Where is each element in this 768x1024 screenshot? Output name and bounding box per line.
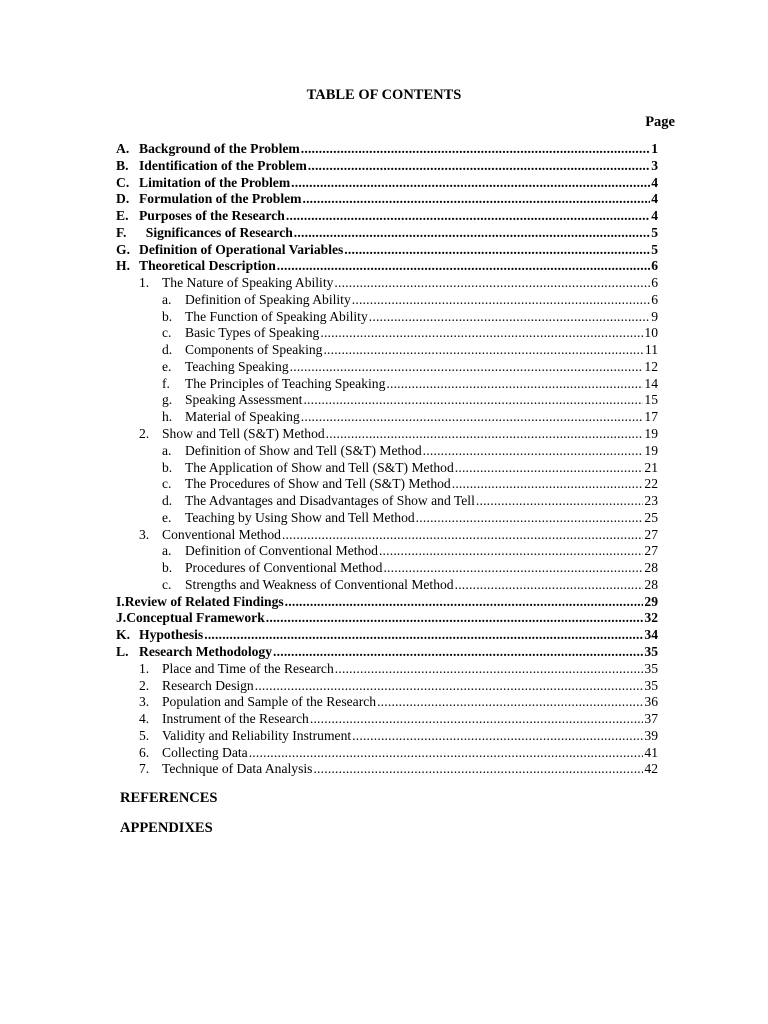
toc-entry-title: Basic Types of Speaking bbox=[185, 325, 320, 341]
toc-entry bbox=[116, 208, 658, 225]
toc-entry-leader bbox=[416, 510, 644, 527]
toc-entry-marker: c. bbox=[162, 476, 172, 492]
toc-entry bbox=[116, 292, 658, 309]
toc-entry-leader bbox=[383, 560, 643, 577]
toc-entry-page: 3 bbox=[651, 157, 658, 173]
toc-entry-leader bbox=[335, 661, 644, 678]
toc-entry-title: Significances of Research bbox=[139, 224, 293, 240]
toc-entry-marker: c. bbox=[162, 325, 172, 341]
toc-entry-title: Instrument of the Research bbox=[162, 711, 309, 727]
toc-entry-leader bbox=[301, 409, 644, 426]
toc-entry-title: Definition of Show and Tell (S&T) Method bbox=[185, 442, 422, 458]
toc-entry-leader bbox=[379, 543, 643, 560]
toc-entry-leader bbox=[277, 258, 650, 275]
toc-entry-leader bbox=[291, 175, 650, 192]
toc-entry-title: Purposes of the Research bbox=[139, 208, 285, 224]
toc-entry-leader bbox=[326, 426, 644, 443]
toc-entry bbox=[116, 661, 658, 678]
toc-entry bbox=[116, 745, 658, 762]
toc-entry-leader bbox=[352, 292, 650, 309]
toc-entry-title: The Procedures of Show and Tell (S&T) Method bbox=[185, 476, 451, 492]
toc-entry-title: The Nature of Speaking Ability bbox=[162, 275, 334, 291]
toc-entry bbox=[116, 610, 658, 627]
toc-entry-title: Theoretical Description bbox=[139, 258, 276, 274]
toc-entry bbox=[116, 543, 658, 560]
toc-entry-page: 34 bbox=[644, 627, 658, 643]
toc-entry-leader bbox=[303, 392, 643, 409]
toc-entry-leader bbox=[301, 141, 650, 158]
toc-entry-page: 42 bbox=[644, 761, 658, 777]
toc-entry bbox=[116, 359, 658, 376]
toc-entry-page: 17 bbox=[644, 409, 658, 425]
toc-entry-title: Definition of Speaking Ability bbox=[185, 291, 351, 307]
toc-entry-marker: F. bbox=[116, 224, 127, 240]
toc-entry-marker: B. bbox=[116, 157, 129, 173]
toc-entry-marker: c. bbox=[162, 576, 172, 592]
toc-entry-page: 28 bbox=[644, 576, 658, 592]
toc-entry bbox=[116, 644, 658, 661]
toc-entry-title: Teaching by Using Show and Tell Method bbox=[185, 509, 415, 525]
toc-entry-page: 39 bbox=[644, 727, 658, 743]
toc-entry-page: 12 bbox=[644, 358, 658, 374]
toc-entry-leader bbox=[313, 761, 643, 778]
toc-entry bbox=[116, 460, 658, 477]
toc-entry bbox=[116, 560, 658, 577]
toc-entry-title: Speaking Assessment bbox=[185, 392, 303, 408]
toc-entry bbox=[116, 728, 658, 745]
toc-entry bbox=[116, 527, 658, 544]
toc-entry-title: Validity and Reliability Instrument bbox=[162, 727, 352, 743]
toc-entry-title: The Application of Show and Tell (S&T) Method bbox=[185, 459, 454, 475]
toc-entry-marker: 1. bbox=[139, 660, 150, 676]
toc-entry bbox=[116, 376, 658, 393]
toc-entry-page: 23 bbox=[644, 493, 658, 509]
toc-entry bbox=[116, 191, 658, 208]
toc-entry bbox=[116, 476, 658, 493]
toc-entry-page: 14 bbox=[644, 375, 658, 391]
toc-entry-leader bbox=[423, 443, 644, 460]
toc-entry-marker: h. bbox=[162, 409, 173, 425]
toc-entry-page: 28 bbox=[644, 560, 658, 576]
toc-entry-leader bbox=[334, 275, 650, 292]
toc-entry-leader bbox=[249, 745, 644, 762]
toc-entry bbox=[116, 258, 658, 275]
toc-entry-page: 27 bbox=[644, 543, 658, 559]
toc-entry-marker: 7. bbox=[139, 761, 150, 777]
toc-entry-leader bbox=[320, 325, 643, 342]
toc-entry-title: Limitation of the Problem bbox=[139, 174, 291, 190]
toc-entry-leader bbox=[266, 610, 644, 627]
toc-entry-leader bbox=[294, 225, 650, 242]
toc-entry-title: Research Design bbox=[162, 677, 254, 693]
toc-entry-leader bbox=[302, 191, 650, 208]
toc-entry-page: 29 bbox=[644, 593, 658, 609]
toc-entry-title: Collecting Data bbox=[162, 744, 248, 760]
toc-entry-marker: K. bbox=[116, 627, 130, 643]
toc-entry bbox=[116, 761, 658, 778]
toc-entry-marker: b. bbox=[162, 560, 173, 576]
toc-entry bbox=[116, 627, 658, 644]
toc-entry-title: I.Review of Related Findings bbox=[116, 593, 284, 609]
toc-entry-marker: e. bbox=[162, 509, 172, 525]
toc-entry-page: 4 bbox=[651, 191, 658, 207]
toc-entry-page: 6 bbox=[651, 275, 658, 291]
toc-entry-marker: 4. bbox=[139, 711, 150, 727]
toc-entry-leader bbox=[285, 594, 644, 611]
toc-entry-marker: d. bbox=[162, 493, 173, 509]
toc-entry-page: 35 bbox=[644, 643, 658, 659]
toc-entry-page: 27 bbox=[644, 526, 658, 542]
toc-entry-page: 6 bbox=[651, 291, 658, 307]
toc-entry bbox=[116, 711, 658, 728]
toc-entry-leader bbox=[323, 342, 643, 359]
toc-entry-leader bbox=[344, 242, 650, 259]
toc-entry-marker: 5. bbox=[139, 727, 150, 743]
toc-entry-leader bbox=[204, 627, 643, 644]
toc-entry-page: 35 bbox=[644, 660, 658, 676]
toc-entry-marker: 1. bbox=[139, 275, 150, 291]
toc-entry-page: 37 bbox=[644, 711, 658, 727]
toc-entry-page: 5 bbox=[651, 241, 658, 257]
toc-entry bbox=[116, 309, 658, 326]
toc-list bbox=[116, 141, 658, 778]
toc-entry bbox=[116, 594, 658, 611]
toc-entry-marker: 6. bbox=[139, 744, 150, 760]
toc-entry-marker: b. bbox=[162, 308, 173, 324]
toc-entry bbox=[116, 225, 658, 242]
toc-entry-title: The Function of Speaking Ability bbox=[185, 308, 368, 324]
toc-entry-title: Research Methodology bbox=[139, 643, 273, 659]
toc-entry-leader bbox=[310, 711, 644, 728]
toc-entry-title: Procedures of Conventional Method bbox=[185, 560, 383, 576]
page-title: TABLE OF CONTENTS bbox=[306, 87, 462, 103]
toc-entry bbox=[116, 409, 658, 426]
toc-entry-leader bbox=[352, 728, 643, 745]
toc-entry-title: Formulation of the Problem bbox=[139, 191, 302, 207]
references-heading: REFERENCES bbox=[120, 790, 218, 806]
toc-entry-page: 5 bbox=[651, 224, 658, 240]
toc-entry-leader bbox=[476, 493, 644, 510]
toc-entry-page: 6 bbox=[651, 258, 658, 274]
toc-entry-title: Background of the Problem bbox=[139, 141, 300, 156]
toc-entry-marker: D. bbox=[116, 191, 130, 207]
toc-entry-title: Teaching Speaking bbox=[185, 358, 289, 374]
toc-entry bbox=[116, 443, 658, 460]
toc-entry-page: 1 bbox=[651, 141, 658, 156]
toc-entry-page: 15 bbox=[644, 392, 658, 408]
toc-entry-leader bbox=[255, 678, 644, 695]
toc-entry-leader bbox=[273, 644, 643, 661]
toc-entry-title: Identification of the Problem bbox=[139, 157, 307, 173]
toc-entry bbox=[116, 158, 658, 175]
toc-entry-leader bbox=[286, 208, 650, 225]
toc-entry-title: J.Conceptual Framework bbox=[116, 610, 265, 626]
toc-entry bbox=[116, 275, 658, 292]
toc-entry bbox=[116, 493, 658, 510]
toc-entry-page: 22 bbox=[644, 476, 658, 492]
toc-entry-leader bbox=[308, 158, 650, 175]
toc-entry-marker: 2. bbox=[139, 677, 150, 693]
toc-entry-page: 19 bbox=[644, 442, 658, 458]
toc-entry-page: 21 bbox=[644, 459, 658, 475]
toc-entry-leader bbox=[369, 309, 650, 326]
toc-entry-title: Material of Speaking bbox=[185, 409, 300, 425]
toc-entry bbox=[116, 175, 658, 192]
toc-entry-title: The Advantages and Disadvantages of Show and Tell bbox=[185, 493, 475, 509]
toc-entry bbox=[116, 342, 658, 359]
toc-entry-page: 4 bbox=[651, 208, 658, 224]
toc-entry-title: Place and Time of the Research bbox=[162, 660, 334, 676]
toc-entry bbox=[116, 694, 658, 711]
toc-entry-page: 19 bbox=[644, 426, 658, 442]
toc-entry-marker: a. bbox=[162, 442, 172, 458]
toc-entry-title: Components of Speaking bbox=[185, 342, 323, 358]
toc-entry bbox=[116, 678, 658, 695]
toc-entry bbox=[116, 141, 658, 158]
toc-entry-page: 25 bbox=[644, 509, 658, 525]
toc-entry-title: Technique of Data Analysis bbox=[162, 761, 313, 777]
toc-entry bbox=[116, 510, 658, 527]
toc-entry bbox=[116, 577, 658, 594]
toc-entry-marker: b. bbox=[162, 459, 173, 475]
toc-entry-marker: H. bbox=[116, 258, 130, 274]
toc-entry-marker: A. bbox=[116, 141, 130, 156]
toc-entry-page: 11 bbox=[644, 342, 658, 358]
page-column-header: Page bbox=[645, 114, 675, 130]
toc-entry-title: Strengths and Weakness of Conventional Method bbox=[185, 576, 454, 592]
toc-entry bbox=[116, 325, 658, 342]
toc-entry bbox=[116, 426, 658, 443]
toc-entry-marker: f. bbox=[162, 375, 170, 391]
toc-entry-leader bbox=[452, 476, 644, 493]
toc-entry-marker: a. bbox=[162, 291, 172, 307]
toc-entry-page: 41 bbox=[644, 744, 658, 760]
toc-entry-title: Definition of Conventional Method bbox=[185, 543, 378, 559]
toc-entry-leader bbox=[290, 359, 644, 376]
toc-entry bbox=[116, 242, 658, 259]
appendixes-heading: APPENDIXES bbox=[120, 820, 213, 836]
toc-entry-leader bbox=[386, 376, 643, 393]
toc-entry-title: Hypothesis bbox=[139, 627, 204, 643]
toc-entry-title: Conventional Method bbox=[162, 526, 281, 542]
toc-entry-marker: e. bbox=[162, 358, 172, 374]
toc-entry-page: 4 bbox=[651, 174, 658, 190]
toc-entry-marker: L. bbox=[116, 643, 129, 659]
toc-entry-page: 9 bbox=[651, 308, 658, 324]
toc-entry-page: 32 bbox=[644, 610, 658, 626]
toc-entry bbox=[116, 392, 658, 409]
toc-entry-leader bbox=[455, 577, 644, 594]
toc-entry-marker: g. bbox=[162, 392, 173, 408]
toc-entry-leader bbox=[455, 460, 644, 477]
toc-entry-title: Definition of Operational Variables bbox=[139, 241, 344, 257]
toc-entry-marker: 3. bbox=[139, 694, 150, 710]
toc-entry-marker: a. bbox=[162, 543, 172, 559]
toc-entry-page: 36 bbox=[644, 694, 658, 710]
toc-entry-marker: d. bbox=[162, 342, 173, 358]
toc-entry-title: Population and Sample of the Research bbox=[162, 694, 377, 710]
toc-entry-marker: G. bbox=[116, 241, 130, 257]
toc-entry-marker: E. bbox=[116, 208, 129, 224]
toc-entry-marker: 2. bbox=[139, 426, 150, 442]
toc-entry-marker: 3. bbox=[139, 526, 150, 542]
toc-entry-leader bbox=[377, 694, 643, 711]
toc-entry-marker: C. bbox=[116, 174, 130, 190]
toc-entry-leader bbox=[282, 527, 643, 544]
toc-entry-page: 10 bbox=[644, 325, 658, 341]
toc-entry-title: The Principles of Teaching Speaking bbox=[185, 375, 386, 391]
toc-entry-title: Show and Tell (S&T) Method bbox=[162, 426, 325, 442]
toc-entry-page: 35 bbox=[644, 677, 658, 693]
